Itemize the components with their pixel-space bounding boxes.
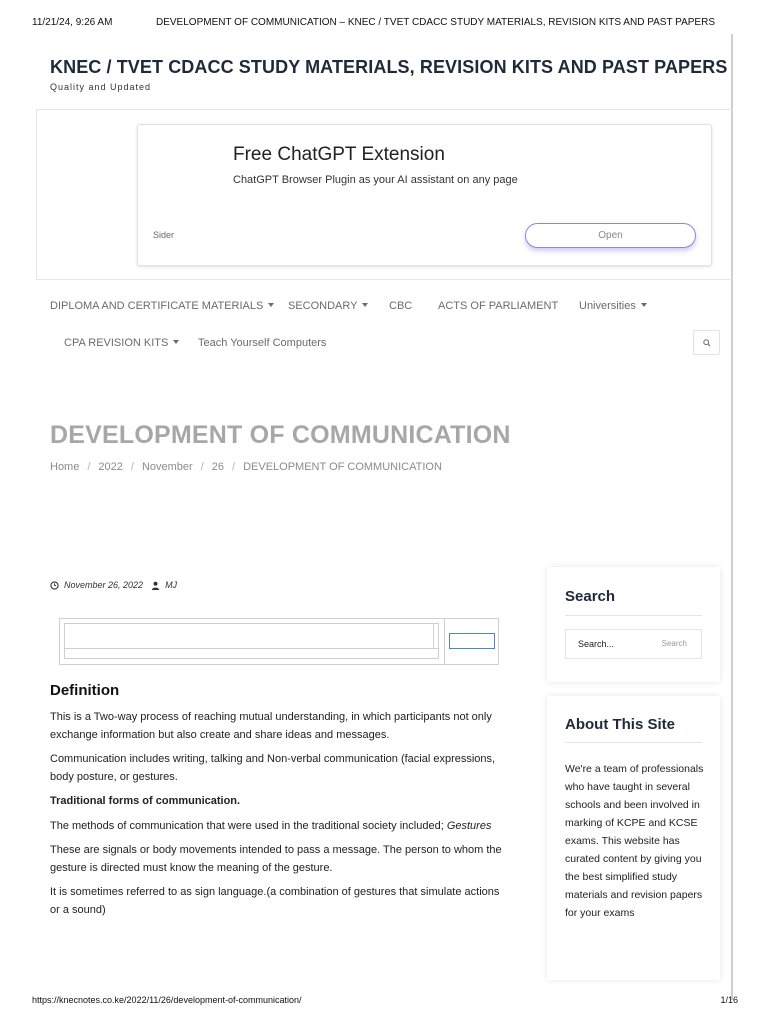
print-header	[32, 17, 734, 31]
nav-item-label: Teach Yourself Computers	[198, 337, 327, 349]
breadcrumb-home[interactable]: Home	[50, 461, 80, 473]
caret-down-icon	[362, 303, 368, 307]
paragraph	[50, 817, 510, 835]
search-input[interactable]	[565, 629, 702, 659]
print-timestamp: 11/21/24, 9:26 AM	[32, 17, 113, 28]
breadcrumb	[50, 461, 442, 473]
post-meta	[50, 580, 177, 590]
nav-item-diploma[interactable]	[50, 300, 274, 312]
breadcrumb-separator: /	[87, 461, 91, 473]
paragraph-text: The methods of communication that were used in the traditional society included;	[50, 820, 447, 832]
embedded-textarea[interactable]	[64, 623, 439, 659]
ad-title[interactable]: Free ChatGPT Extension	[233, 144, 445, 165]
breadcrumb-separator: /	[200, 461, 204, 473]
embedded-scrollbar[interactable]	[433, 624, 434, 648]
search-submit-button[interactable]: Search	[661, 639, 687, 648]
print-url: https://knecnotes.co.ke/2022/11/26/development-of-communication/	[32, 995, 302, 1005]
search-icon	[703, 339, 711, 347]
search-widget	[547, 567, 720, 682]
breadcrumb-day[interactable]: 26	[211, 461, 225, 473]
caret-down-icon	[173, 340, 179, 344]
site-tagline: Quality and Updated	[50, 82, 152, 92]
breadcrumb-separator: /	[130, 461, 134, 473]
embedded-divider	[65, 648, 438, 649]
nav-item-label: Universities	[579, 300, 636, 312]
nav-item-label: SECONDARY	[288, 300, 358, 312]
print-page-number: 1/16	[720, 995, 738, 1005]
post-author[interactable]: MJ	[165, 580, 178, 590]
paragraph-bold	[50, 792, 510, 810]
nav-item-secondary[interactable]	[288, 300, 368, 312]
embedded-frame	[59, 618, 499, 665]
nav-search-button[interactable]	[693, 330, 720, 355]
ad-card[interactable]	[137, 124, 712, 266]
widget-title: Search	[565, 588, 616, 605]
user-icon	[151, 581, 160, 590]
italic-term: Gestures	[446, 820, 492, 832]
post-author-wrap	[151, 580, 177, 590]
caret-down-icon	[641, 303, 647, 307]
clock-icon	[50, 581, 59, 590]
nav-item-label: DIPLOMA AND CERTIFICATE MATERIALS	[50, 300, 264, 312]
nav-item-label: CBC	[389, 300, 413, 312]
nav-item-label: CPA REVISION KITS	[64, 337, 169, 349]
ad-open-button[interactable]: Open	[525, 223, 696, 248]
search-placeholder: Search...	[578, 639, 615, 649]
breadcrumb-current: DEVELOPMENT OF COMMUNICATION	[243, 461, 442, 473]
embedded-divider	[444, 619, 445, 664]
widget-divider	[565, 742, 702, 743]
widget-title: About This Site	[565, 716, 675, 733]
bold-text: Traditional forms of communication.	[50, 795, 241, 807]
caret-down-icon	[268, 303, 274, 307]
about-text: We're a team of professionals who have taught in several schools and been involved in marking of KCPE and KCSE exams. This website has curated content by giving you the best simplified study materials and revision papers for your exams	[565, 763, 704, 919]
breadcrumb-month[interactable]: November	[141, 461, 193, 473]
paragraph: It is sometimes referred to as sign language.(a combination of gestures that simulate actions or a sound)	[50, 886, 500, 916]
print-doc-title: DEVELOPMENT OF COMMUNICATION – KNEC / TVET CDACC STUDY MATERIALS, REVISION KITS AND PAST PAPERS	[156, 17, 715, 28]
nav-item-universities[interactable]	[579, 300, 647, 312]
nav-item-acts-of-parliament[interactable]	[438, 300, 558, 312]
paragraph: Communication includes writing, talking and Non-verbal communication (facial expressions, body posture, or gestures.	[50, 753, 496, 783]
ad-brand: Sider	[153, 230, 175, 240]
about-widget	[547, 696, 720, 980]
breadcrumb-year[interactable]: 2022	[98, 461, 123, 473]
nav-item-cbc[interactable]	[389, 300, 412, 312]
ad-description: ChatGPT Browser Plugin as your AI assistant on any page	[233, 174, 518, 186]
nav-item-label: ACTS OF PARLIAMENT	[438, 300, 559, 312]
nav-item-cpa-revision-kits[interactable]	[64, 337, 179, 349]
site-title[interactable]: KNEC / TVET CDACC STUDY MATERIALS, REVISION KITS AND PAST PAPERS	[50, 57, 728, 77]
embedded-input[interactable]	[449, 633, 495, 649]
section-heading: Definition	[50, 682, 120, 699]
post-date[interactable]: November 26, 2022	[64, 580, 144, 590]
page-title: DEVELOPMENT OF COMMUNICATION	[50, 421, 511, 449]
nav-item-teach-yourself-computers[interactable]	[198, 337, 326, 349]
paragraph: This is a Two-way process of reaching mutual understanding, in which participants not only exchange information but also create and share ideas and messages.	[50, 711, 492, 741]
paragraph: These are signals or body movements intended to pass a message. The person to whom the gesture is directed must know the meaning of the gesture.	[50, 844, 502, 874]
breadcrumb-separator: /	[232, 461, 236, 473]
widget-divider	[565, 615, 702, 616]
